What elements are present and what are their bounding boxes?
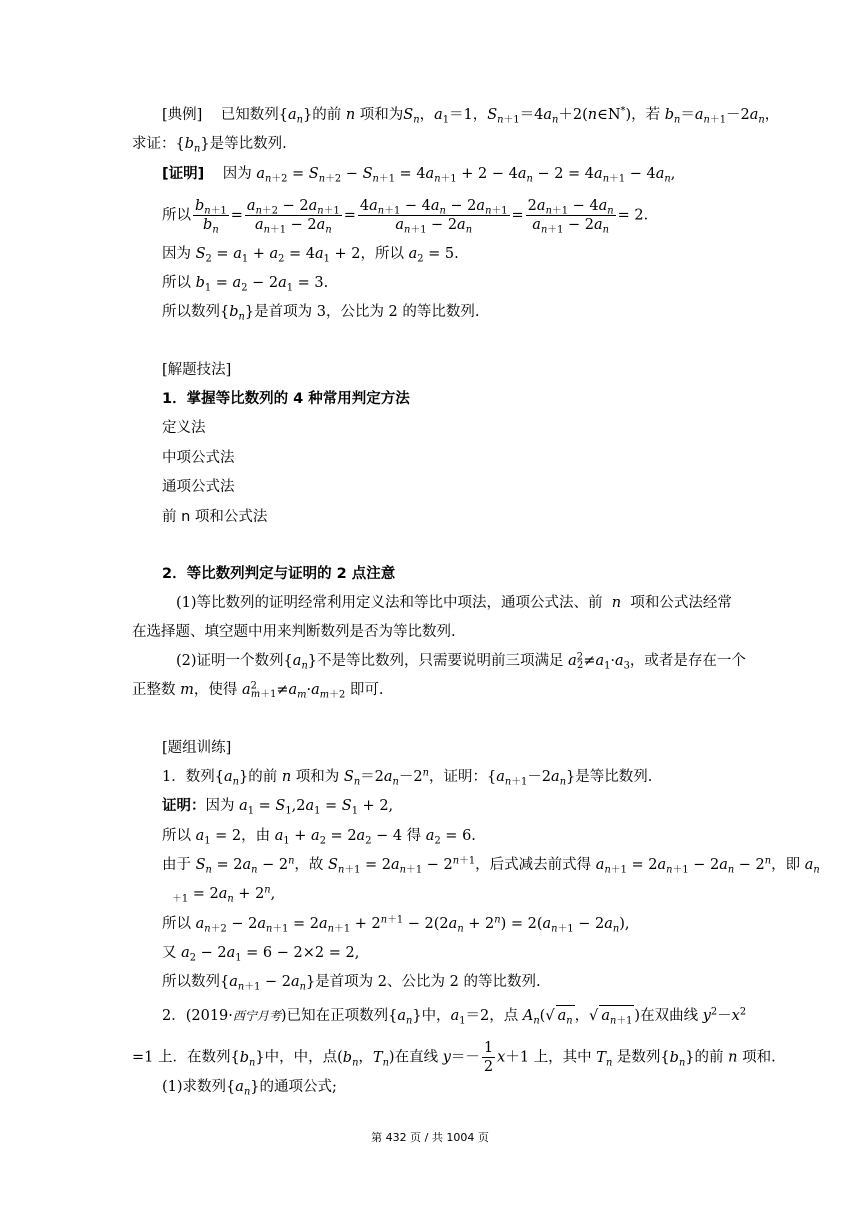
- method-item: 前 n 项和公式法: [162, 509, 268, 525]
- question-2-sub-1: (1)求数列$\{a_n\}$的通项公式;: [162, 1079, 337, 1098]
- example-line-1: [典例] 已知数列$\{a_n\}$的前 n 项和为$S_n$，$a_1=1$，$S_{n+1}=4a_n+2(n\in N^*)$，若 $b_n=a_{n+1}-2a_n$，: [162, 105, 780, 126]
- proof-line-2: 所以 $\frac{b_{n+1}}{b_n}$ = $\frac{a_{n+2} - 2a_{n+1}}{a_{n+1} - 2a_n}$ = $\frac{4a_{n+1} - 4a_n - 2a_{n+1}}{a_{n+1} - 2a_n}$ = $\frac{2a_{n+1} - 4a_n}{a_{n+1} - 2a_n}$ = 2.: [162, 198, 649, 236]
- method-para-2-line-1: (2)证明一个数列$\{a_n\}$不是等比数列，只需要说明前三项满足 $a^2_2\ne a_1\cdot a_3$，或者是存在一个: [176, 651, 746, 672]
- fraction: $\frac{2a_{n+1} - 4a_n}{a_{n+1} - 2a_n}$: [527, 198, 614, 236]
- solution-line-1: 证明：因为 $a_1 = S_1,2a_1 = S_1 + 2$,: [162, 798, 394, 817]
- proof-tag: [证明]: [162, 166, 205, 182]
- question-2-line-2: =1 上．在数列$\{b_n\}$中，中，点($b_n$，$T_n$)在直线 y＝－ $\frac{1}{2}$ x＋1 上，其中 $T_n$ 是数列$\{b_n\}$的前 n 项和.: [132, 1040, 776, 1075]
- question-1: 1．数列$\{a_n\}$的前 n 项和为 $S_n=2a_n-2^n$，证明：$\{a_{n+1}-2a_n\}$是等比数列.: [162, 767, 653, 788]
- method-heading-1: 1．掌握等比数列的 4 种常用判定方法: [162, 391, 410, 407]
- method-para-1-line-1: (1)等比数列的证明经常利用定义法和等比中项法，通项公式法、前 n 项和公式法经常: [176, 595, 732, 611]
- proof-line-1: [证明] 因为 $a_{n+2} = S_{n+2} - S_{n+1} = 4a_{n+1} + 2 - 4a_n - 2 = 4a_{n+1} - 4a_n$,: [162, 166, 676, 185]
- practice-tag: [题组训练]: [162, 740, 232, 756]
- method-item: 中项公式法: [162, 450, 235, 466]
- proof-line-5: 所以数列$\{b_n\}$是首项为 3，公比为 2 的等比数列.: [162, 304, 480, 323]
- fraction: $\frac{1}{2}$: [483, 1040, 494, 1075]
- method-tag: [解题技法]: [162, 362, 232, 378]
- fraction: $\frac{b_{n+1}}{b_n}$: [195, 198, 227, 236]
- solution-line-3: 由于 $S_n = 2a_n - 2^n$，故 $S_{n+1} = 2a_{n+1} - 2^{n+1}$，后式减去前式得 $a_{n+1} = 2a_{n+1} - 2a_n - 2^n$，即 $a_n$: [162, 855, 820, 876]
- method-item: 通项公式法: [162, 479, 235, 495]
- method-heading-2: 2．等比数列判定与证明的 2 点注意: [162, 566, 396, 582]
- solution-line-6: 又 $a_2 - 2a_1 = 6 - 2\times 2 = 2$,: [162, 945, 360, 964]
- solution-line-7: 所以数列$\{a_{n+1} - 2a_n\}$是首项为 2、公比为 2 的等比数列.: [162, 974, 541, 993]
- method-para-2-line-2: 正整数 m，使得 $a^2_{m+1}\ne a_m\cdot a_{m+2}$ 即可.: [132, 680, 384, 701]
- fraction: $\frac{4a_{n+1} - 4a_n - 2a_{n+1}}{a_{n+1} - 2a_n}$: [359, 198, 508, 236]
- proof-line-4: 所以 $b_1 = a_2 - 2a_1 = 3$.: [162, 275, 329, 294]
- example-line-2: 求证：$\{b_n\}$是等比数列.: [132, 136, 287, 155]
- example-tag: [典例]: [162, 107, 203, 123]
- method-item: 定义法: [162, 420, 206, 436]
- fraction: $\frac{a_{n+2} - 2a_{n+1}}{a_{n+1} - 2a_n}$: [246, 198, 340, 236]
- proof-line-3: 因为 $S_2 = a_1 + a_2 = 4a_1 + 2$，所以 $a_2 = 5$.: [162, 246, 459, 265]
- method-para-1-line-2: 在选择题、填空题中用来判断数列是否为等比数列.: [132, 624, 456, 640]
- solution-line-2: 所以 $a_1 = 2$，由 $a_1 + a_2 = 2a_2 - 4$ 得 $a_2 = 6$.: [162, 828, 476, 847]
- question-2-line-1: 2．(2019·西宁月考)已知在正项数列$\{a_n\}$中，$a_1=2$，点 $A_n(√$ $a_n$ ，√ $a_{n+1}$ )在双曲线 $y^2-x^2$: [162, 1006, 747, 1027]
- solution-line-5: 所以 $a_{n+2} - 2a_{n+1} = 2a_{n+1} + 2^{n+1} - 2(2a_n + 2^n) = 2(a_{n+1} - 2a_n)$,: [162, 914, 630, 935]
- solution-line-4: $_{+1} = 2a_n + 2^n$,: [172, 884, 276, 905]
- page-footer: 第 432 页 / 共 1004 页: [371, 1131, 489, 1144]
